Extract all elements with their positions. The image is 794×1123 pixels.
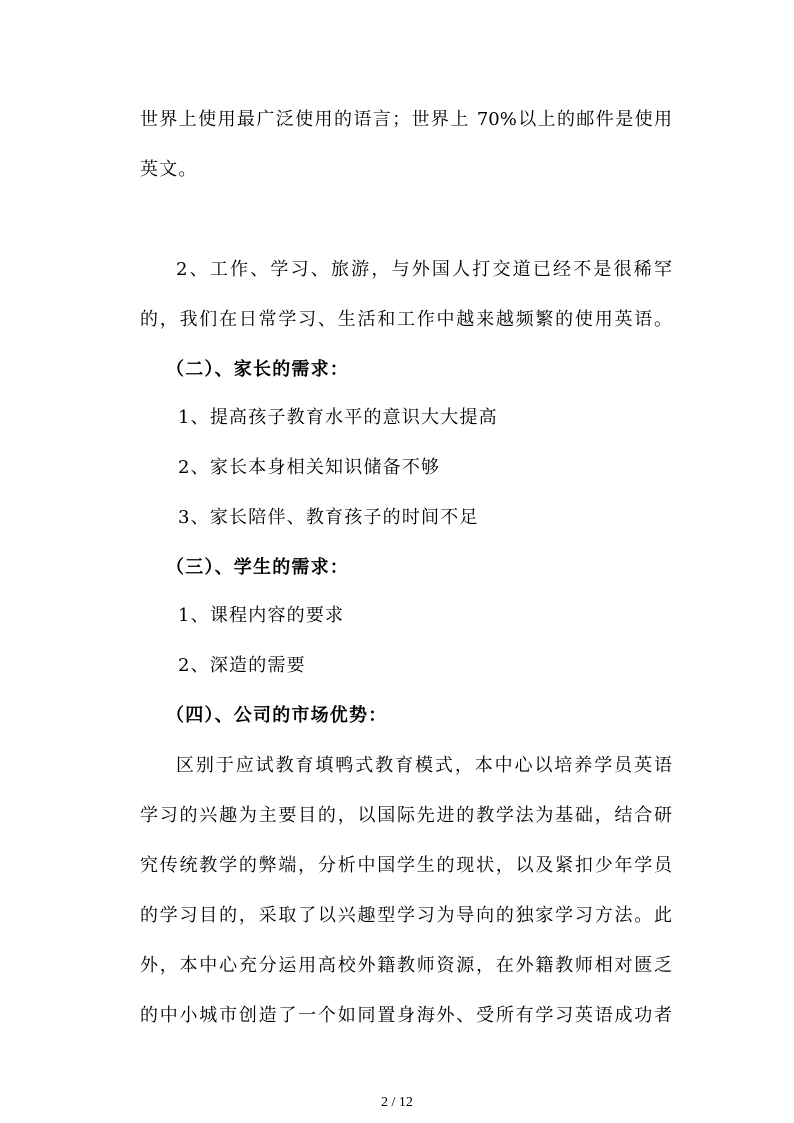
section-heading: （四）、公司的市场优势： <box>166 705 388 726</box>
paragraph-line: 区别于应试教育填鸭式教育模式，本中心以培养学员英语 <box>176 755 672 776</box>
section-heading: （二）、家长的需求： <box>166 359 349 380</box>
paragraph-line: 学习的兴趣为主要目的，以国际先进的教学法为基础，结合研 <box>140 805 672 826</box>
paragraph-line: 的学习目的，采取了以兴趣型学习为导向的独家学习方法。此 <box>140 905 672 926</box>
paragraph-line: 的，我们在日常学习、生活和工作中越来越频繁的使用英语。 <box>140 309 672 330</box>
list-item: 2、家长本身相关知识储备不够 <box>178 457 441 478</box>
section-heading: （三）、学生的需求： <box>166 557 349 578</box>
list-item: 1、提高孩子教育水平的意识大大提高 <box>178 407 498 428</box>
paragraph-line: 的中小城市创造了一个如同置身海外、受所有学习英语成功者 <box>140 1005 672 1026</box>
paragraph-line: 英文。 <box>140 159 198 180</box>
list-item: 2、深造的需要 <box>178 655 306 676</box>
list-item: 1、课程内容的要求 <box>178 605 345 626</box>
paragraph-line: 世界上使用最广泛使用的语言；世界上 70%以上的邮件是使用 <box>140 109 672 130</box>
paragraph-line: 外，本中心充分运用高校外籍教师资源，在外籍教师相对匮乏 <box>140 955 672 976</box>
page-number: 2 / 12 <box>381 1095 413 1110</box>
list-item: 3、家长陪伴、教育孩子的时间不足 <box>178 507 479 528</box>
paragraph-line: 2、工作、学习、旅游，与外国人打交道已经不是很稀罕 <box>176 259 672 280</box>
paragraph-line: 究传统教学的弊端，分析中国学生的现状，以及紧扣少年学员 <box>140 855 672 876</box>
